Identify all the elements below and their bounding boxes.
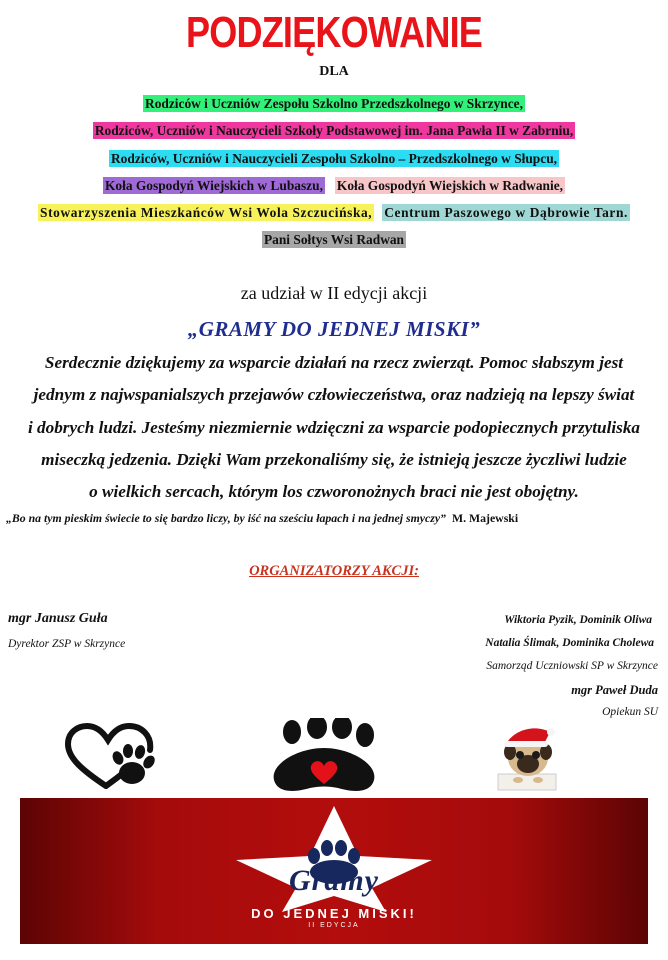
quote-text: „Bo na tym pieskim świecie to się bardzo liczy, by iść na sześciu łapach i na jednej smyczy” [6, 511, 446, 525]
recipient-row-3 [0, 150, 668, 168]
body-line-4: miseczką jedzenia. Dzięki Wam przekonaliśmy się, że istnieją jeszcze życzliwi ludzie [41, 450, 627, 469]
right-signature-council: Samorząd Uczniowski SP w Skrzynce [486, 660, 658, 672]
page-title: PODZIĘKOWANIE [185, 8, 483, 57]
for-label: DLA [319, 64, 349, 79]
right-signature-role: Opiekun SU [602, 706, 658, 718]
recipient-row-5 [0, 204, 668, 222]
banner-edition: II EDYCJA [308, 922, 360, 929]
recipient-1: Rodziców i Uczniów Zespołu Szkolno Przedszkolnego w Skrzynce, [145, 96, 523, 111]
recipient-5: Koła Gospodyń Wiejskich w Radwanie, [336, 178, 563, 193]
left-signature-name: mgr Janusz Guła [8, 611, 108, 626]
body-line-1: Serdecznie dziękujemy za wsparcie działań na rzecz zwierząt. Pomoc słabszym jest [44, 353, 624, 372]
quote-author: M. Majewski [451, 511, 519, 525]
campaign-banner [20, 798, 648, 944]
quote [6, 511, 666, 526]
pug-santa-icon [492, 722, 560, 792]
right-signature-students-1: Wiktoria Pyzik, Dominik Oliwa [504, 614, 652, 626]
recipient-7: Centrum Paszowego w Dąbrowie Tarn. [384, 205, 628, 220]
right-signature-students-2: Natalia Ślimak, Dominika Cholewa [485, 637, 654, 649]
banner-script-text: Gramy [289, 864, 379, 897]
recipient-2: Rodziców, Uczniów i Nauczycieli Szkoły Podstawowej im. Jana Pawła II w Zabrniu, [94, 123, 574, 138]
banner-title: DO JEDNEJ MISKI! [251, 906, 417, 921]
paw-heart-icon [262, 718, 386, 796]
recipient-row-2 [0, 122, 668, 140]
recipient-3: Rodziców, Uczniów i Nauczycieli Zespołu Szkolno – Przedszkolnego w Słupcu, [111, 151, 557, 166]
organizers-heading: ORGANIZATORZY AKCJI: [249, 563, 419, 579]
recipient-row-4 [0, 177, 668, 195]
body-line-2: jednym z najwspanialszych przejawów człowieczeństwa, oraz nadzieją na lepszy świat [33, 385, 635, 404]
recipient-6: Stowarzyszenia Mieszkańców Wsi Wola Szczucińska, [40, 205, 373, 220]
campaign-name: „GRAMY DO JEDNEJ MISKI” [187, 317, 481, 341]
recipient-row-6 [0, 231, 668, 249]
left-signature-role: Dyrektor ZSP w Skrzynce [8, 638, 126, 650]
heart-paw-icon [62, 720, 160, 792]
recipient-4: Koła Gospodyń Wiejskich w Lubaszu, [105, 178, 323, 193]
recipient-row-1 [0, 95, 668, 113]
body-line-5: o wielkich sercach, którym los czworonożnych braci nie jest obojętny. [89, 482, 579, 501]
right-signature-name: mgr Paweł Duda [571, 683, 658, 697]
body-line-3: i dobrych ludzi. Jesteśmy niezmiernie wdzięczni za wsparcie podopiecznych przytuliska [27, 418, 641, 437]
subtitle: za udział w II edycji akcji [240, 283, 428, 303]
recipient-8: Pani Sołtys Wsi Radwan [263, 232, 405, 247]
